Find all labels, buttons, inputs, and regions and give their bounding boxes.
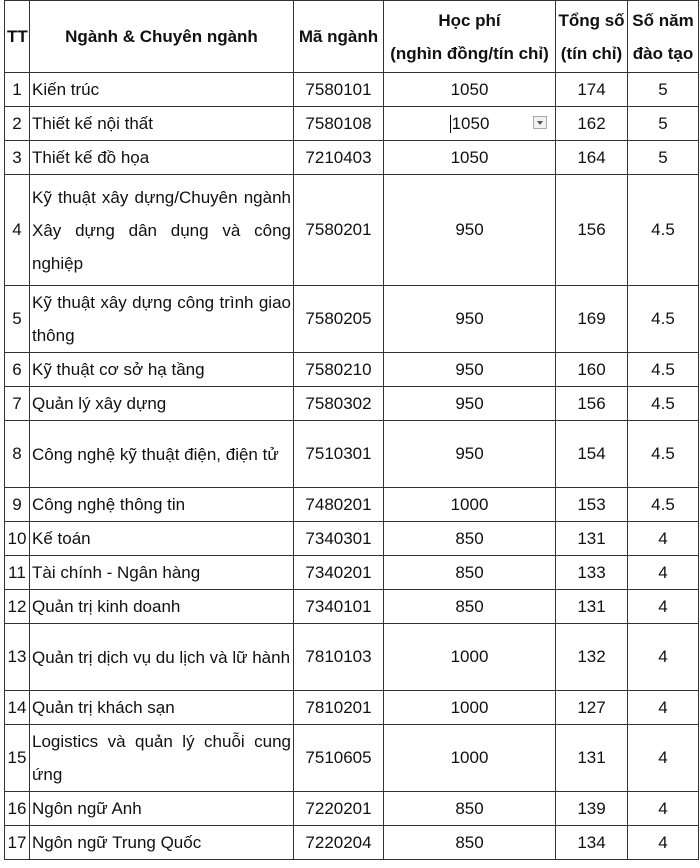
row-fee: 950 [384,387,556,421]
row-fee[interactable] [384,107,556,141]
row-credits: 127 [556,691,628,725]
dropdown-arrow-icon[interactable] [533,116,547,129]
row-years: 4 [628,725,699,792]
row-fee: 1000 [384,691,556,725]
row-major-name: Quản trị khách sạn [30,691,294,725]
row-fee: 850 [384,826,556,860]
header-fee-line2: (nghìn đồng/tín chỉ) [390,43,549,63]
row-years: 4 [628,826,699,860]
row-major-code: 7340301 [294,522,384,556]
header-code: Mã ngành [294,1,384,73]
table-row [5,725,699,792]
row-tt: 14 [5,691,30,725]
row-major-name: Tài chính - Ngân hàng [30,556,294,590]
row-credits: 160 [556,353,628,387]
table-row [5,488,699,522]
table-row [5,792,699,826]
row-tt: 13 [5,624,30,691]
row-major-code: 7510301 [294,421,384,488]
row-major-name: Kỹ thuật xây dựng/Chuyên ngành Xây dựng dân dụng và công nghiệp [30,175,294,286]
header-years [628,1,699,73]
header-fee-line1: Học phí [438,10,501,30]
row-fee: 850 [384,792,556,826]
row-fee: 850 [384,522,556,556]
row-tt: 16 [5,792,30,826]
table-row [5,387,699,421]
row-fee: 1000 [384,488,556,522]
table-row [5,421,699,488]
row-tt: 12 [5,590,30,624]
row-fee: 1050 [384,141,556,175]
row-major-name: Quản trị dịch vụ du lịch và lữ hành [30,624,294,691]
row-major-code: 7220201 [294,792,384,826]
row-major-code: 7340201 [294,556,384,590]
row-credits: 153 [556,488,628,522]
row-tt: 15 [5,725,30,792]
row-years: 4.5 [628,387,699,421]
row-credits: 174 [556,73,628,107]
row-years: 4 [628,691,699,725]
row-years: 5 [628,73,699,107]
row-major-name: Thiết kế nội thất [30,107,294,141]
header-credits [556,1,628,73]
table-row [5,73,699,107]
row-fee: 950 [384,286,556,353]
row-credits: 156 [556,387,628,421]
row-years: 4.5 [628,175,699,286]
row-tt: 1 [5,73,30,107]
header-credits-line1: Tổng số [558,10,625,30]
row-major-name: Kiến trúc [30,73,294,107]
header-credits-line2: (tín chỉ) [560,43,623,63]
table-row [5,107,699,141]
row-fee: 1000 [384,624,556,691]
row-years: 4.5 [628,353,699,387]
row-major-code: 7580302 [294,387,384,421]
row-tt: 4 [5,175,30,286]
row-major-name: Kỹ thuật cơ sở hạ tầng [30,353,294,387]
row-major-code: 7580201 [294,175,384,286]
row-credits: 154 [556,421,628,488]
row-credits: 132 [556,624,628,691]
row-major-name: Quản trị kinh doanh [30,590,294,624]
row-major-name: Công nghệ thông tin [30,488,294,522]
table-row [5,691,699,725]
table-row [5,556,699,590]
row-major-name: Ngôn ngữ Anh [30,792,294,826]
row-years: 5 [628,141,699,175]
row-fee: 950 [384,353,556,387]
row-major-name: Quản lý xây dựng [30,387,294,421]
row-fee: 850 [384,556,556,590]
row-fee: 1000 [384,725,556,792]
row-major-code: 7810103 [294,624,384,691]
table-row [5,624,699,691]
table-body [5,73,699,860]
row-tt: 2 [5,107,30,141]
header-years-line1: Số năm [632,10,694,30]
row-years: 4.5 [628,421,699,488]
row-major-code: 7580108 [294,107,384,141]
row-years: 4 [628,556,699,590]
row-major-code: 7580210 [294,353,384,387]
row-tt: 10 [5,522,30,556]
row-major-code: 7580101 [294,73,384,107]
row-tt: 8 [5,421,30,488]
row-credits: 131 [556,590,628,624]
row-major-code: 7810201 [294,691,384,725]
row-years: 4 [628,522,699,556]
row-major-name: Công nghệ kỹ thuật điện, điện tử [30,421,294,488]
row-years: 5 [628,107,699,141]
row-major-code: 7580205 [294,286,384,353]
text-cursor [450,115,451,133]
row-credits: 133 [556,556,628,590]
row-major-name: Thiết kế đồ họa [30,141,294,175]
row-credits: 164 [556,141,628,175]
row-tt: 17 [5,826,30,860]
row-major-name: Kỹ thuật xây dựng công trình giao thông [30,286,294,353]
row-tt: 9 [5,488,30,522]
row-tt: 3 [5,141,30,175]
table-row [5,590,699,624]
row-tt: 11 [5,556,30,590]
tuition-table [4,0,699,860]
row-years: 4 [628,792,699,826]
row-major-code: 7510605 [294,725,384,792]
row-major-name: Ngôn ngữ Trung Quốc [30,826,294,860]
table-row [5,826,699,860]
row-tt: 7 [5,387,30,421]
row-major-code: 7480201 [294,488,384,522]
row-major-name: Logistics và quản lý chuỗi cung ứng [30,725,294,792]
table-row [5,141,699,175]
row-major-code: 7340101 [294,590,384,624]
row-fee: 850 [384,590,556,624]
row-credits: 156 [556,175,628,286]
table-row [5,522,699,556]
header-fee [384,1,556,73]
row-credits: 131 [556,725,628,792]
row-credits: 162 [556,107,628,141]
row-tt: 5 [5,286,30,353]
row-fee-value: 1050 [451,113,490,133]
row-fee: 950 [384,175,556,286]
row-credits: 139 [556,792,628,826]
row-tt: 6 [5,353,30,387]
table-row [5,286,699,353]
row-credits: 131 [556,522,628,556]
header-major: Ngành & Chuyên ngành [30,1,294,73]
row-years: 4.5 [628,286,699,353]
table-row [5,353,699,387]
row-major-name: Kế toán [30,522,294,556]
header-tt: TT [5,1,30,73]
row-major-code: 7210403 [294,141,384,175]
table-row [5,175,699,286]
row-fee: 1050 [384,73,556,107]
row-years: 4.5 [628,488,699,522]
row-years: 4 [628,624,699,691]
row-credits: 134 [556,826,628,860]
header-years-line2: đào tạo [632,43,694,63]
row-credits: 169 [556,286,628,353]
row-fee: 950 [384,421,556,488]
row-major-code: 7220204 [294,826,384,860]
row-years: 4 [628,590,699,624]
header-row [5,1,699,73]
